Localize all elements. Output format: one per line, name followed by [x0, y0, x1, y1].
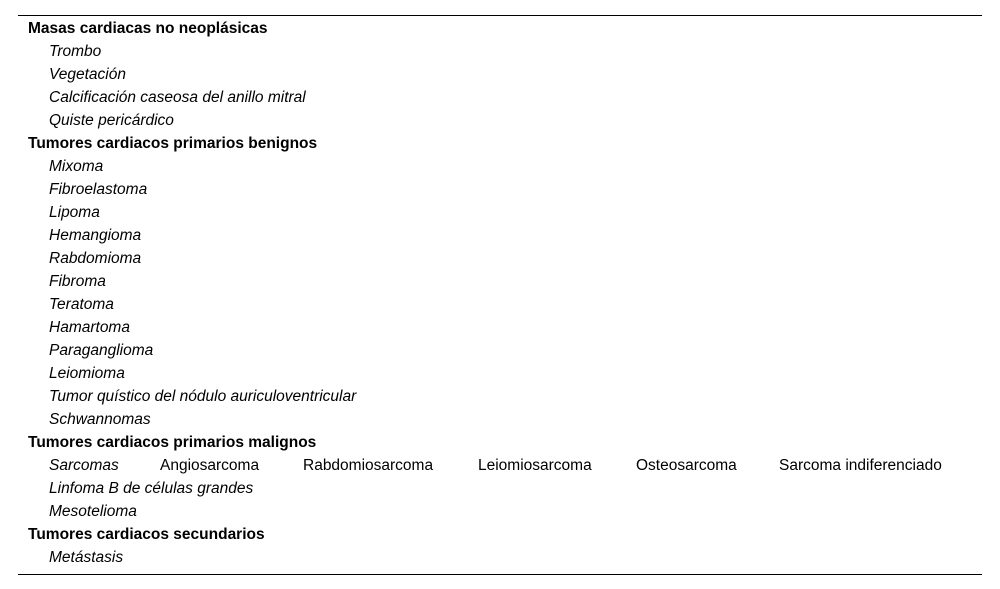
sarcoma-type: Angiosarcoma [160, 457, 260, 474]
list-item: Fibroma [49, 273, 106, 290]
sarcomas-row [18, 454, 982, 477]
list-item: Teratoma [49, 296, 114, 313]
list-item: Mesotelioma [49, 503, 137, 520]
sarcoma-type: Osteosarcoma [636, 457, 737, 474]
list-item: Linfoma B de células grandes [49, 480, 254, 497]
list-item: Schwannomas [49, 411, 151, 428]
list-item-label: Sarcomas [49, 457, 119, 474]
list-item: Paraganglioma [49, 342, 154, 359]
section-heading: Tumores cardiacos primarios malignos [28, 434, 317, 451]
list-item: Quiste pericárdico [49, 112, 174, 129]
classification-table [18, 15, 982, 575]
list-item: Rabdomioma [49, 250, 142, 267]
list-item: Hemangioma [49, 227, 142, 244]
list-item: Metástasis [49, 549, 124, 566]
list-item: Calcificación caseosa del anillo mitral [49, 89, 306, 106]
list-item: Hamartoma [49, 319, 130, 336]
section-heading: Tumores cardiacos primarios benignos [28, 135, 318, 152]
list-item: Vegetación [49, 66, 126, 83]
sarcoma-type: Leiomiosarcoma [478, 457, 592, 474]
section-heading: Masas cardiacas no neoplásicas [28, 20, 268, 37]
list-item: Trombo [49, 43, 102, 60]
list-item: Mixoma [49, 158, 104, 175]
list-item: Tumor quístico del nódulo auriculoventricular [49, 388, 357, 405]
list-item: Leiomioma [49, 365, 125, 382]
sarcoma-type: Rabdomiosarcoma [303, 457, 434, 474]
section-heading: Tumores cardiacos secundarios [28, 526, 265, 543]
list-item: Fibroelastoma [49, 181, 148, 198]
sarcoma-type: Sarcoma indiferenciado [779, 457, 942, 474]
list-item: Lipoma [49, 204, 100, 221]
